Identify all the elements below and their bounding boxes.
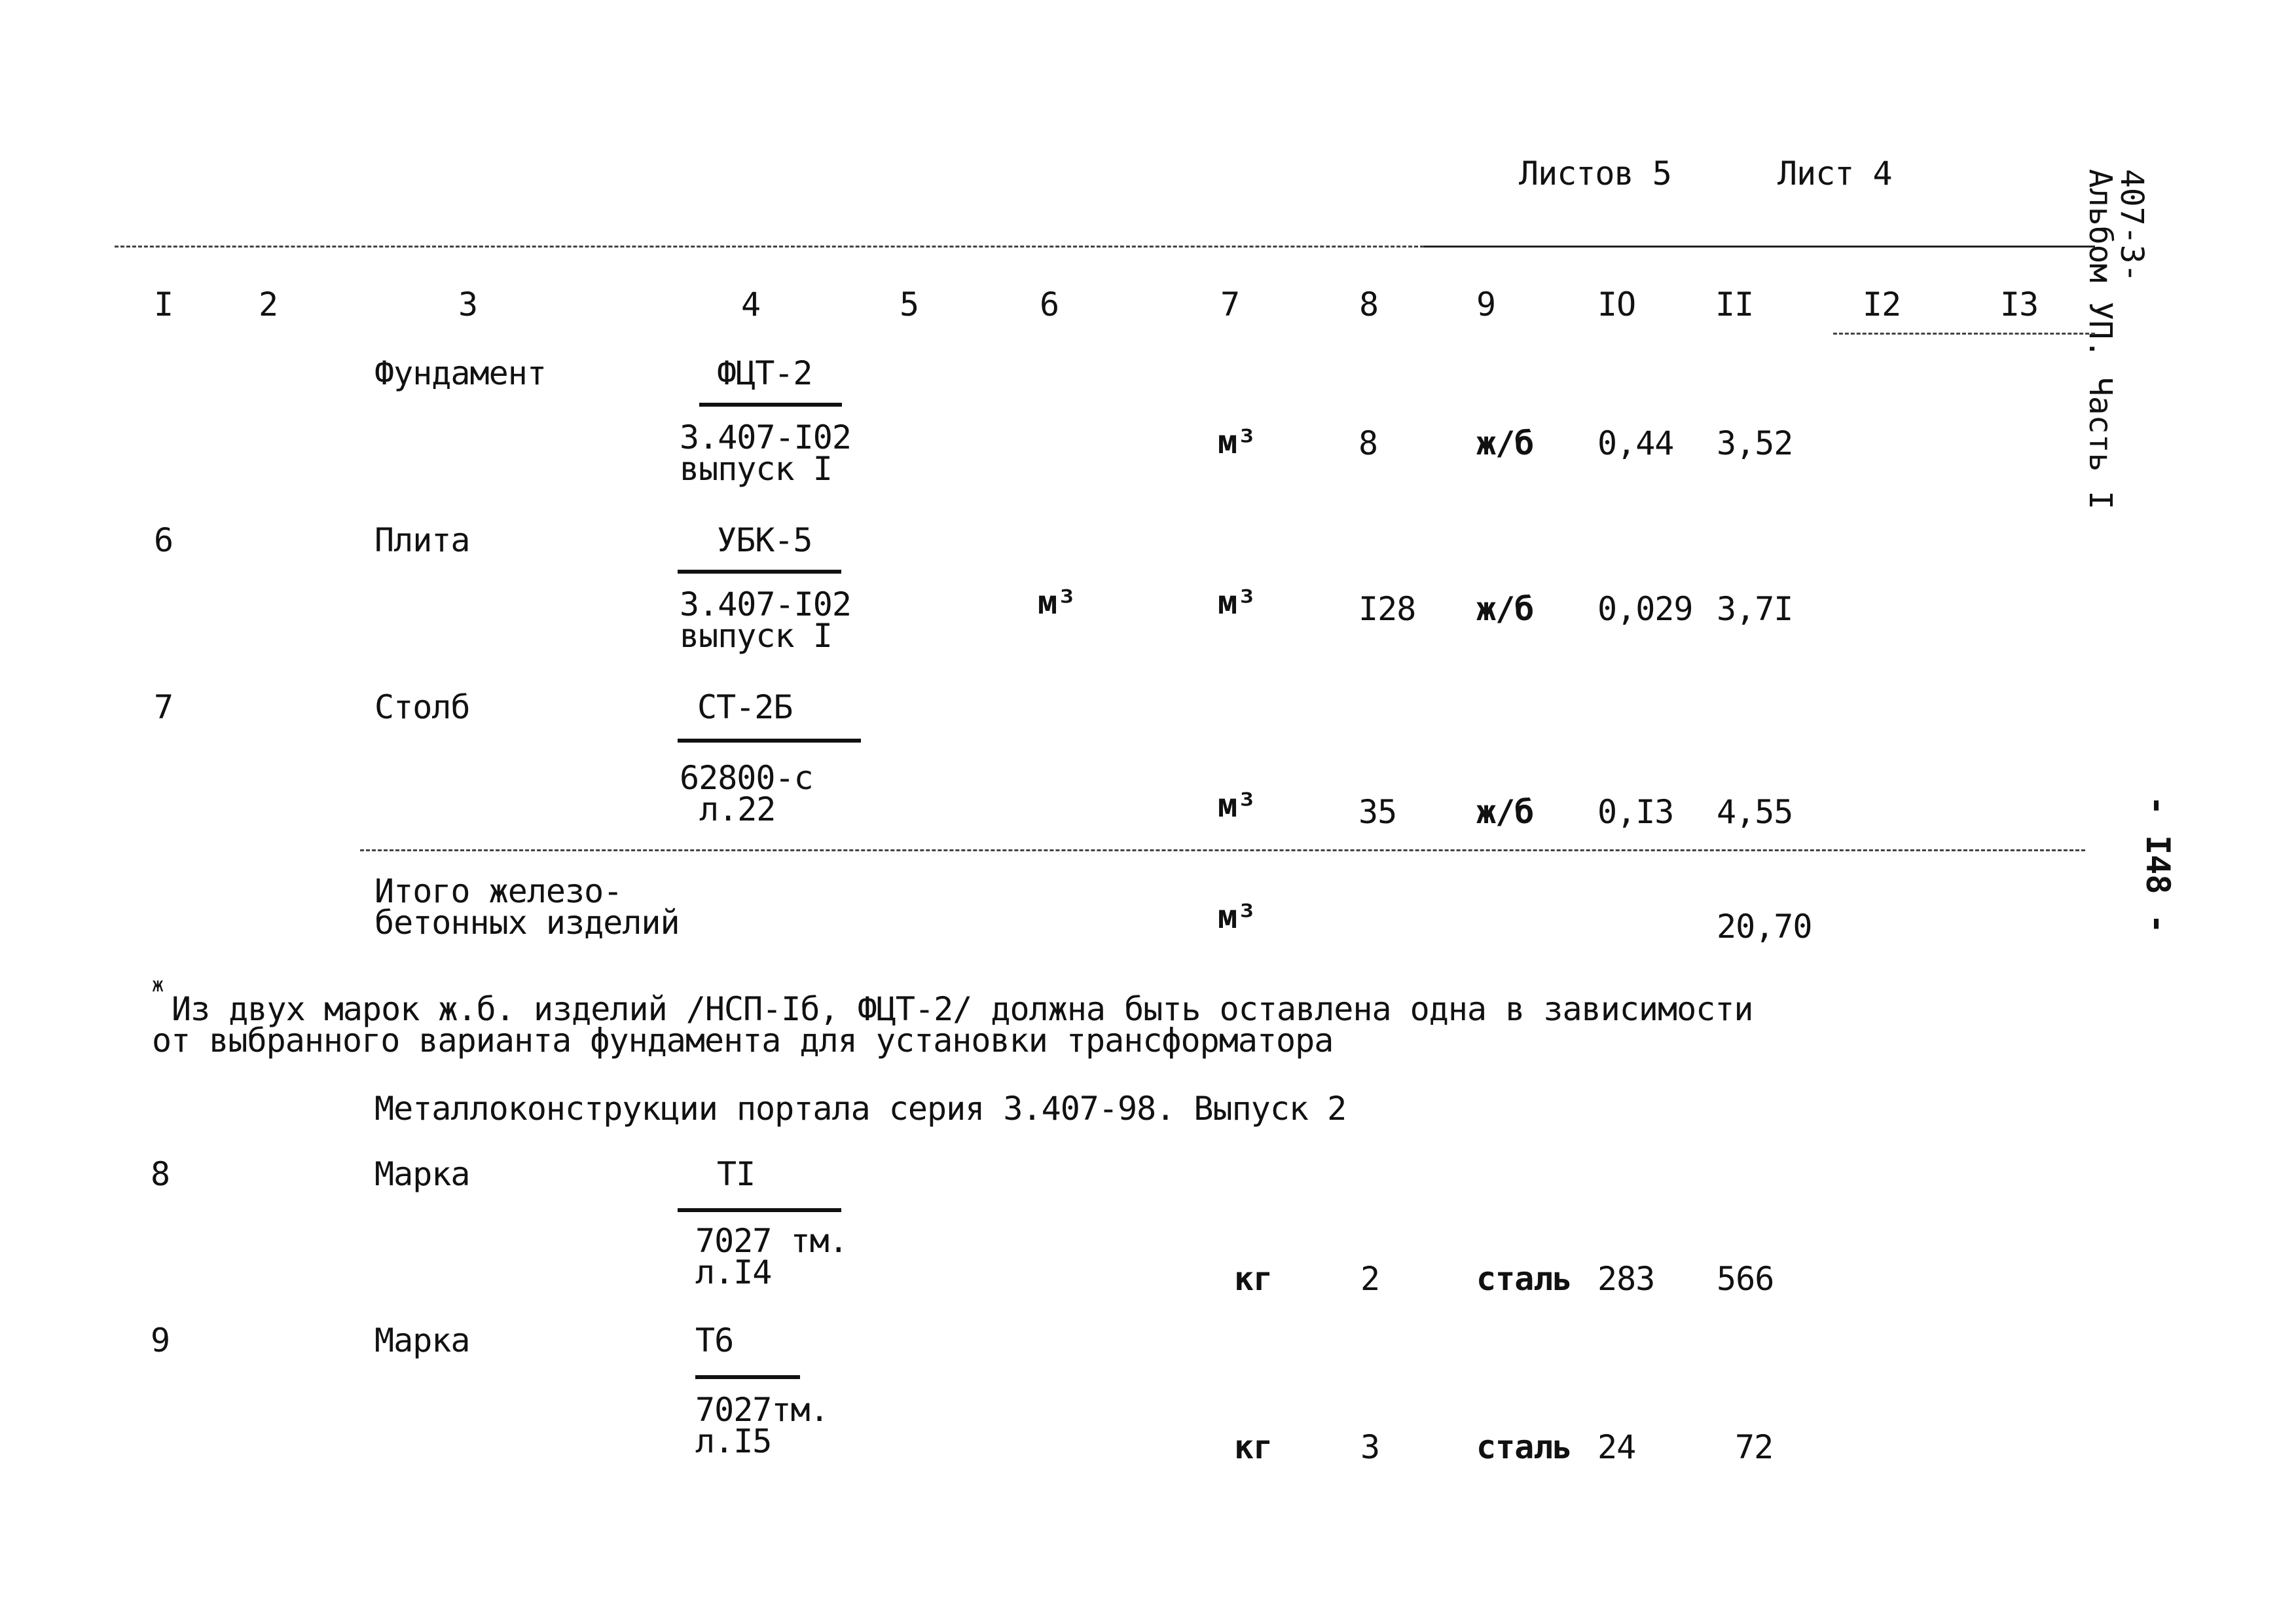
row-doc-2: л.I5: [695, 1422, 772, 1460]
total-value: 20,70: [1717, 908, 1812, 946]
total-label-1: Итого железо-: [374, 872, 623, 910]
col-header-12: I2: [1863, 286, 1901, 323]
row-doc-2: л.I4: [695, 1253, 772, 1291]
top-rule-right: [1424, 246, 2095, 248]
row-material: сталь: [1476, 1428, 1572, 1466]
col-header-4: 4: [741, 286, 761, 323]
row-name: Плита: [374, 521, 470, 559]
mark-underline: [678, 739, 861, 743]
col-header-2: 2: [259, 286, 278, 323]
row-total: 3,52: [1717, 424, 1793, 462]
row-unit-value: 283: [1597, 1260, 1655, 1298]
row-mark: TI: [717, 1155, 756, 1193]
sheet-number: Лист 4: [1777, 155, 1892, 193]
row-doc-2: выпуск I: [680, 616, 832, 655]
row-doc-1: 7027 тм.: [695, 1222, 848, 1260]
col-header-10: IO: [1597, 286, 1636, 323]
row-name: Столб: [374, 688, 470, 726]
row-doc: [695, 1222, 848, 1291]
row-name: Марка: [374, 1155, 470, 1193]
row-unit: м³: [1218, 583, 1256, 621]
row-material: ж/б: [1476, 590, 1534, 628]
row-mark: Т6: [695, 1321, 734, 1359]
row-unit: кг: [1234, 1428, 1273, 1466]
mark-underline: [678, 1208, 841, 1212]
row-doc-1: 62800-с: [680, 759, 813, 797]
row-material: ж/б: [1476, 424, 1534, 462]
row-qty: 35: [1358, 793, 1397, 831]
row-mark: ФЦТ-2: [717, 354, 812, 392]
row-total: 566: [1717, 1260, 1774, 1298]
row-name: Марка: [374, 1321, 470, 1359]
side-stamp: [2082, 169, 2150, 510]
mark-underline: [695, 1375, 800, 1379]
row-number: 8: [151, 1155, 170, 1193]
page-number: - I48 -: [2139, 796, 2177, 934]
row-unit-value: 0,I3: [1597, 793, 1674, 831]
row-total: 72: [1735, 1428, 1774, 1466]
row-material: ж/б: [1476, 793, 1534, 831]
footnote-line-1: Из двух марок ж.б. изделий /НСП-Iб, ФЦТ-2/ должна быть оставлена одна в зависимости: [172, 990, 1753, 1028]
row-doc-1: 3.407-I02: [680, 418, 851, 456]
row-unit-value: 0,029: [1597, 590, 1693, 628]
row-qty: I28: [1358, 590, 1416, 628]
row-mark: СТ-2Б: [697, 688, 793, 726]
footnote-text: [152, 990, 1753, 1060]
row-unit: м³: [1218, 423, 1256, 461]
row-mark: УБК-5: [717, 521, 812, 559]
row-doc: [680, 418, 851, 488]
row-doc-2: выпуск I: [680, 449, 832, 488]
footnote-line-2: от выбранного варианта фундамента для установки трансформатора: [152, 1021, 1334, 1060]
row-doc: [680, 585, 851, 655]
mark-underline: [678, 570, 841, 574]
row-material: сталь: [1476, 1260, 1572, 1298]
section-title: Металлоконструкции портала серия 3.407-98. Выпуск 2: [374, 1090, 1347, 1128]
row-qty: 3: [1360, 1428, 1380, 1466]
col-header-1: I: [154, 286, 173, 323]
row-name: Фундамент: [374, 354, 546, 392]
row-unit: м³: [1218, 786, 1256, 824]
row-unit-value: 0,44: [1597, 424, 1674, 462]
col-header-6: 6: [1040, 286, 1059, 323]
row-number: 9: [151, 1321, 170, 1359]
row-total: 4,55: [1717, 793, 1793, 831]
row-qty: 2: [1360, 1260, 1380, 1298]
total-label: [374, 872, 680, 942]
row-doc: [680, 759, 813, 828]
row-qty: 8: [1358, 424, 1378, 462]
header-rule: [1833, 333, 2095, 335]
side-line-1: 407-3-: [2113, 169, 2150, 283]
col-header-9: 9: [1476, 286, 1496, 323]
total-unit: м³: [1218, 898, 1256, 936]
row-unit-value: 24: [1597, 1428, 1636, 1466]
row-number: 6: [154, 521, 173, 559]
row-total: 3,7I: [1717, 590, 1793, 628]
side-line-2: Альбом УП. Часть I: [2082, 169, 2119, 510]
row-doc-1: 3.407-I02: [680, 585, 851, 623]
row-col6: м³: [1038, 583, 1076, 621]
mark-underline: [699, 403, 842, 407]
col-header-8: 8: [1359, 286, 1379, 323]
row-doc-2: л.22: [699, 790, 776, 828]
total-rule: [360, 849, 2085, 851]
col-header-11: II: [1715, 286, 1754, 323]
row-number: 7: [154, 688, 173, 726]
top-rule-left: [115, 246, 1424, 248]
row-unit: кг: [1234, 1260, 1273, 1298]
sheets-total: Листов 5: [1519, 155, 1671, 193]
row-doc: [695, 1391, 829, 1460]
footnote-mark: ж: [152, 974, 164, 997]
total-label-2: бетонных изделий: [374, 903, 680, 942]
row-doc-1: 7027тм.: [695, 1391, 829, 1429]
col-header-7: 7: [1220, 286, 1240, 323]
col-header-5: 5: [900, 286, 919, 323]
col-header-13: I3: [2000, 286, 2039, 323]
col-header-3: 3: [458, 286, 478, 323]
